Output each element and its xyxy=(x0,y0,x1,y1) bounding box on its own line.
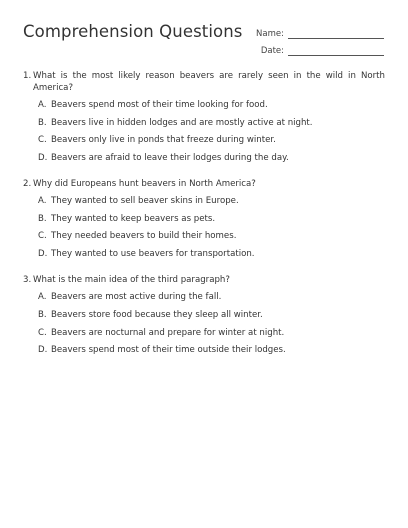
answer-choice-b[interactable] xyxy=(38,214,385,226)
question-number: 3. xyxy=(23,274,32,285)
name-label: Name: xyxy=(256,29,284,39)
question-text: What is the main idea of the third paragraph? xyxy=(33,274,230,285)
choice-text: Beavers spend most of their time outside their lodges. xyxy=(51,345,286,356)
question-text: Why did Europeans hunt beavers in North America? xyxy=(33,178,256,189)
choice-letter: D. xyxy=(38,345,48,356)
choice-text: Beavers are most active during the fall. xyxy=(51,292,222,303)
question-list xyxy=(23,71,385,371)
question-2 xyxy=(23,179,385,261)
answer-choice-c[interactable] xyxy=(38,135,385,147)
answer-choice-c[interactable] xyxy=(38,328,385,340)
choice-text: They wanted to sell beaver skins in Europe. xyxy=(51,196,239,207)
choice-letter: A. xyxy=(38,196,47,207)
page-title: Comprehension Questions xyxy=(23,22,243,41)
choice-text: Beavers live in hidden lodges and are mostly active at night. xyxy=(51,117,313,128)
question-number: 2. xyxy=(23,178,32,189)
choice-letter: C. xyxy=(38,135,47,146)
answer-choice-d[interactable] xyxy=(38,153,385,165)
choice-letter: A. xyxy=(38,292,47,303)
choice-letter: D. xyxy=(38,153,48,164)
answer-choice-d[interactable] xyxy=(38,249,385,261)
name-line[interactable] xyxy=(288,28,384,39)
choice-text: Beavers are afraid to leave their lodges during the day. xyxy=(51,153,289,164)
choice-text: They needed beavers to build their homes. xyxy=(51,231,237,242)
answer-choice-a[interactable] xyxy=(38,292,385,304)
choice-text: Beavers only live in ponds that freeze during winter. xyxy=(51,135,276,146)
choice-letter: C. xyxy=(38,231,47,242)
date-line[interactable] xyxy=(288,45,384,56)
choice-letter: C. xyxy=(38,327,47,338)
choice-letter: B. xyxy=(38,117,47,128)
answer-choice-a[interactable] xyxy=(38,196,385,208)
answer-choice-a[interactable] xyxy=(38,100,385,112)
question-3 xyxy=(23,275,385,357)
date-label: Date: xyxy=(260,46,284,56)
question-stem xyxy=(23,179,385,191)
choice-letter: B. xyxy=(38,213,47,224)
question-text: What is the most likely reason beavers are rarely seen in the wild in North America? xyxy=(33,71,385,93)
choice-text: Beavers spend most of their time looking for food. xyxy=(51,100,268,110)
choice-text: They wanted to keep beavers as pets. xyxy=(51,213,216,224)
question-stem xyxy=(23,71,385,94)
date-field[interactable] xyxy=(261,45,384,56)
answer-choice-d[interactable] xyxy=(38,345,385,357)
question-number: 1. xyxy=(23,71,32,81)
choice-letter: B. xyxy=(38,309,47,320)
choice-text: They wanted to use beavers for transportation. xyxy=(51,249,255,260)
answer-choice-b[interactable] xyxy=(38,310,385,322)
name-field[interactable] xyxy=(256,28,384,39)
choice-text: Beavers store food because they sleep all winter. xyxy=(51,309,263,320)
choice-letter: D. xyxy=(38,249,48,260)
answer-choice-b[interactable] xyxy=(38,118,385,130)
question-1 xyxy=(23,71,385,165)
answer-choice-c[interactable] xyxy=(38,231,385,243)
choice-letter: A. xyxy=(38,100,47,110)
question-stem xyxy=(23,275,385,287)
choice-text: Beavers are nocturnal and prepare for winter at night. xyxy=(51,327,285,338)
